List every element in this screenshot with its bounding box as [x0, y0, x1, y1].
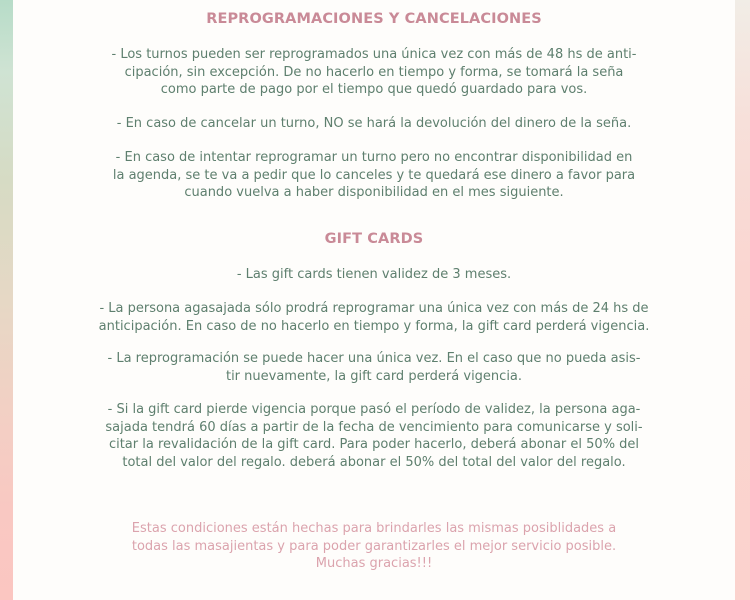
closing-line: Estas condiciones están hechas para brindarles las mismas posiblidades a [131, 521, 617, 536]
section-title-gift-cards: GIFT CARDS [324, 231, 424, 247]
paragraph-line: sajada tendrá 60 días a partir de la fecha de vencimiento para comunicarse y soli- [105, 419, 643, 435]
closing-line: todas las masajientas y para poder garantizarles el mejor servicio posible. [131, 538, 617, 554]
paragraph-no-availability-policy [13, 149, 735, 202]
paragraph-line: total del valor del regalo. deberá abonar el 50% del total del valor del regalo. [122, 454, 626, 470]
section-title-reprogramaciones: REPROGRAMACIONES Y CANCELACIONES [206, 11, 542, 27]
paragraph-line: como parte de pago por el tiempo que quedó guardado para vos. [160, 82, 588, 97]
closing-message [13, 520, 735, 573]
paragraph-gift-card-revalidation [13, 401, 735, 471]
left-decorative-gradient-strip [0, 0, 13, 600]
paragraph-line: anticipación. En caso de no hacerlo en tiempo y forma, la gift card perderá vigencia. [98, 318, 650, 334]
paragraph-reprogram-policy [13, 46, 735, 99]
paragraph-line: cipación, sin excepción. De no hacerlo en tiempo y forma, se tomará la seña [124, 64, 624, 80]
paragraph-line: citar la revalidación de la gift card. Para poder hacerlo, deberá abonar el 50% del [108, 437, 640, 452]
paragraph-gift-card-validity [13, 266, 735, 284]
paragraph-line: - La persona agasajada sólo prodrá reprogramar una única vez con más de 24 hs de [99, 301, 649, 316]
paragraph-gift-card-reprogram [13, 300, 735, 335]
paragraph-line: cuando vuelva a haber disponibilidad en el mes siguiente. [184, 185, 564, 200]
paragraph-line: - En caso de intentar reprogramar un turno pero no encontrar disponibilidad en [115, 150, 633, 165]
paragraph-gift-card-single-reprogram [13, 350, 735, 385]
paragraph-line: - Si la gift card pierde vigencia porque pasó el período de validez, la persona aga- [107, 402, 641, 417]
policy-document-page [13, 0, 735, 600]
paragraph-line: - En caso de cancelar un turno, NO se hará la devolución del dinero de la seña. [116, 116, 632, 131]
paragraph-line: tir nuevamente, la gift card perderá vigencia. [225, 368, 523, 384]
paragraph-line: - La reprogramación se puede hacer una única vez. En el caso que no pueda asis- [107, 351, 641, 366]
paragraph-line: la agenda, se te va a pedir que lo canceles y te quedará ese dinero a favor para [112, 167, 636, 183]
right-decorative-gradient-strip [735, 0, 750, 600]
paragraph-line: - Las gift cards tienen validez de 3 meses. [236, 267, 512, 282]
paragraph-cancel-policy [13, 115, 735, 133]
paragraph-line: - Los turnos pueden ser reprogramados una única vez con más de 48 hs de anti- [111, 47, 637, 62]
closing-line: Muchas gracias!!! [315, 556, 433, 571]
